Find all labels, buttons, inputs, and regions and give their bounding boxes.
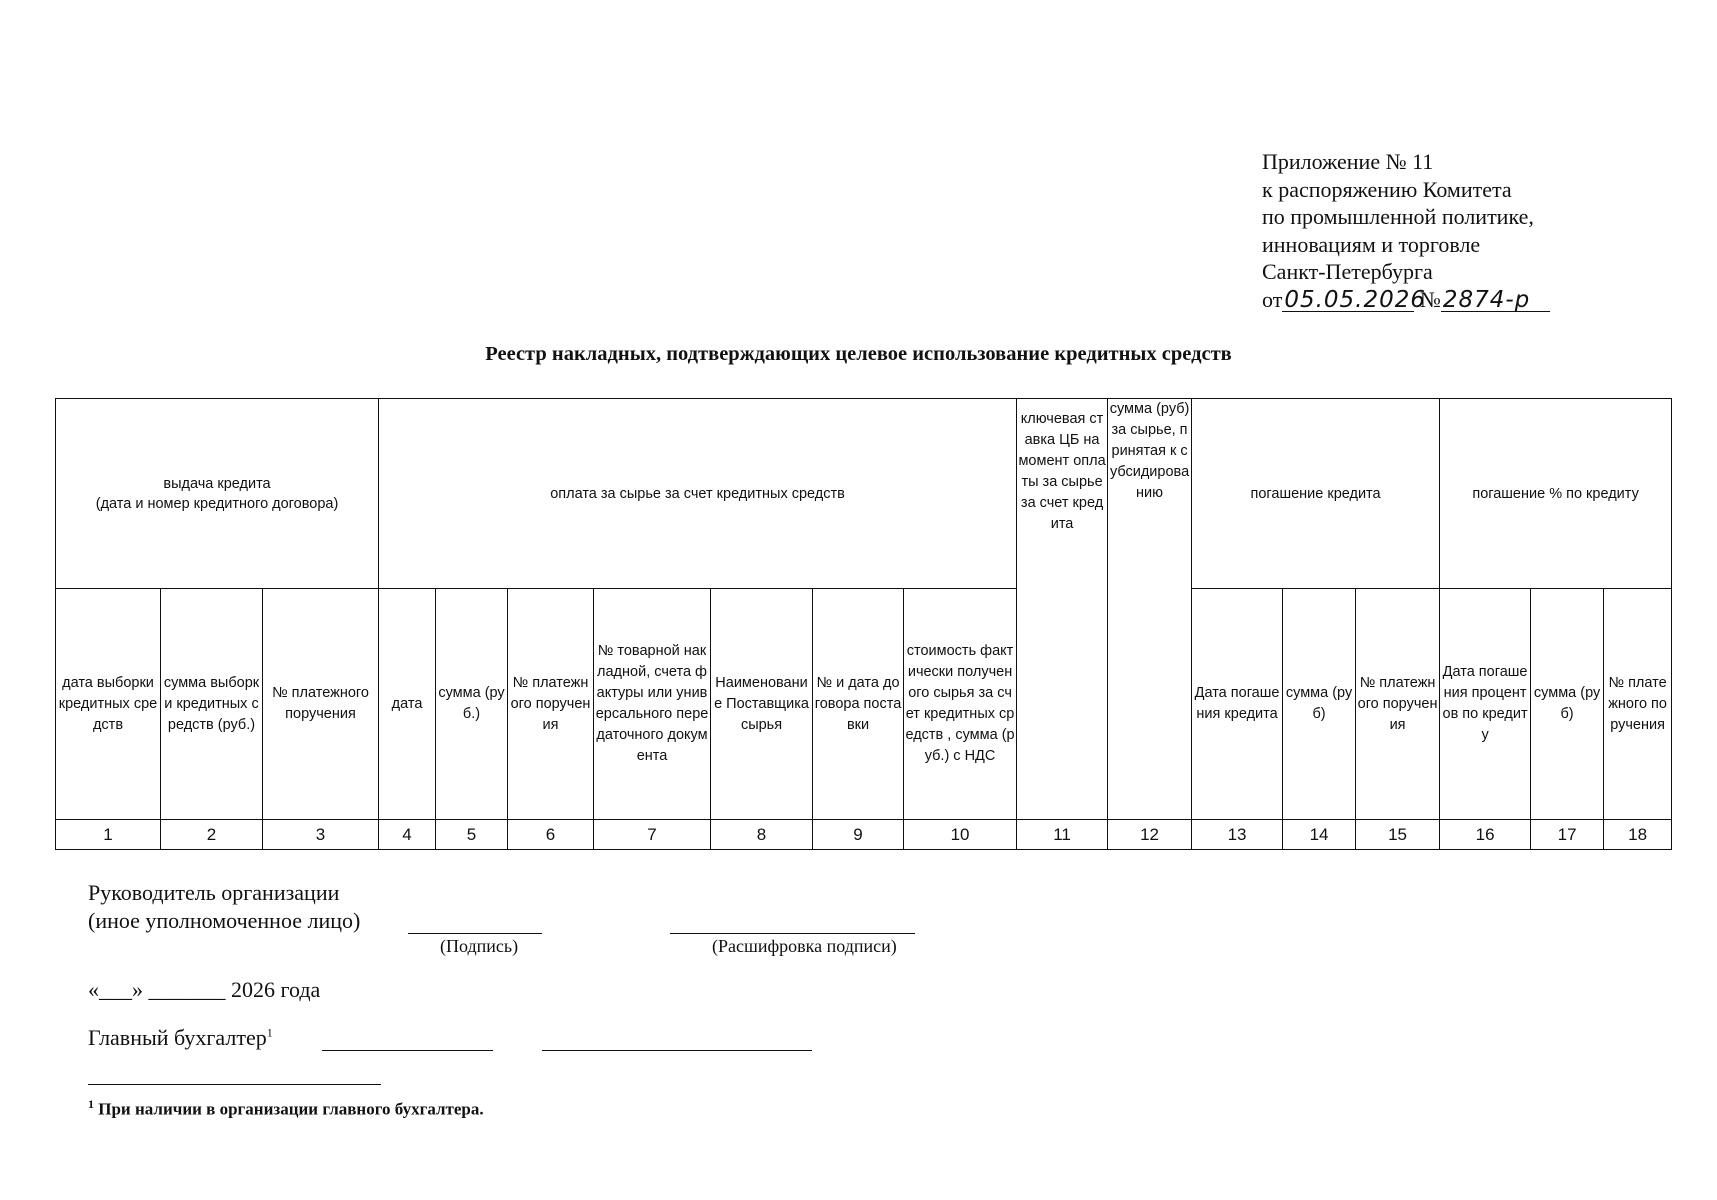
column-number: 6 bbox=[508, 820, 594, 850]
column-number: 11 bbox=[1017, 820, 1108, 850]
column-header: № и дата договора поставки bbox=[813, 589, 904, 820]
column-number: 9 bbox=[813, 820, 904, 850]
column-number: 16 bbox=[1440, 820, 1531, 850]
column-number: 18 bbox=[1604, 820, 1672, 850]
column-number: 17 bbox=[1531, 820, 1604, 850]
group-payment: оплата за сырье за счет кредитных средств bbox=[379, 399, 1017, 589]
appendix-line: по промышленной политике, bbox=[1262, 204, 1534, 229]
column-number: 4 bbox=[379, 820, 436, 850]
column-number: 5 bbox=[436, 820, 508, 850]
date-field[interactable]: «___» _______ 2026 года bbox=[88, 977, 321, 1002]
column-header: сумма (руб) bbox=[1531, 589, 1604, 820]
column-header: сумма (руб) bbox=[1283, 589, 1356, 820]
footnote bbox=[88, 1097, 484, 1120]
chief-signature-line[interactable] bbox=[322, 1050, 493, 1051]
column-header: дата выборки кредитных средств bbox=[56, 589, 161, 820]
footnote-divider bbox=[88, 1084, 381, 1085]
column-number: 7 bbox=[594, 820, 711, 850]
footnote-mark: 1 bbox=[88, 1097, 94, 1111]
footnote-ref: 1 bbox=[266, 1025, 273, 1040]
group-credit-issue: выдача кредита (дата и номер кредитного договора) bbox=[56, 399, 379, 589]
signature-caption: (Подпись) bbox=[440, 936, 519, 956]
column-number: 10 bbox=[904, 820, 1017, 850]
column-number: 14 bbox=[1283, 820, 1356, 850]
group-repayment: погашение кредита bbox=[1192, 399, 1440, 589]
from-label: от bbox=[1262, 286, 1283, 312]
column-number: 1 bbox=[56, 820, 161, 850]
column-header: стоимость фактически полученого сырья за счет кредитных средств , сумма (руб.) с НДС bbox=[904, 589, 1017, 820]
column-header: № платежного поручения bbox=[263, 589, 379, 820]
chief-decode-line[interactable] bbox=[542, 1050, 812, 1051]
column-header: дата bbox=[379, 589, 436, 820]
signature-line[interactable] bbox=[408, 933, 542, 934]
appendix-date-number bbox=[1262, 286, 1550, 314]
column-header: Дата погашения процентов по кредиту bbox=[1440, 589, 1531, 820]
registry-table bbox=[55, 398, 1672, 850]
authorized-person-label: (иное уполномоченное лицо) bbox=[88, 908, 361, 933]
chief-accountant-label: Главный бухгалтер$^1$ bbox=[88, 1025, 273, 1050]
table-group-header-row bbox=[56, 399, 1672, 589]
group-key-rate: ключевая ставка ЦБ на момент оплаты за сырье за счет кредита bbox=[1017, 399, 1108, 820]
appendix-line: инновациям и торговле bbox=[1262, 231, 1481, 257]
column-number: 15 bbox=[1356, 820, 1440, 850]
table-column-header-row bbox=[56, 589, 1672, 820]
head-label: Руководитель организации bbox=[88, 880, 340, 905]
handwritten-number: 2874-р bbox=[1441, 289, 1550, 312]
column-header: сумма (руб.) bbox=[436, 589, 508, 820]
column-header: № платежного поручения bbox=[508, 589, 594, 820]
signature-decode-caption: (Расшифровка подписи) bbox=[712, 936, 897, 956]
signature-decode-line[interactable] bbox=[670, 933, 915, 934]
column-header: № товарной накладной, счета фактуры или универсального передаточного документа bbox=[594, 589, 711, 820]
column-number: 2 bbox=[161, 820, 263, 850]
column-number: 3 bbox=[263, 820, 379, 850]
column-header: № платежного поручения bbox=[1356, 589, 1440, 820]
column-number: 13 bbox=[1192, 820, 1283, 850]
document-title: Реестр накладных, подтверждающих целевое использование кредитных средств bbox=[485, 343, 1232, 365]
appendix-line: Приложение № 11 bbox=[1262, 149, 1434, 174]
column-header: Дата погашения кредита bbox=[1192, 589, 1283, 820]
group-interest: погашение % по кредиту bbox=[1440, 399, 1672, 589]
footnote-text: При наличии в организации главного бухгалтера. bbox=[94, 1099, 484, 1119]
column-header: Наименование Поставщика сырья bbox=[711, 589, 813, 820]
appendix-line: к распоряжению Комитета bbox=[1262, 176, 1512, 202]
table-number-row bbox=[56, 820, 1672, 850]
column-header: № платежного поручения bbox=[1604, 589, 1672, 820]
column-header: сумма выборки кредитных средств (руб.) bbox=[161, 589, 263, 820]
appendix-line: Санкт-Петербурга bbox=[1262, 259, 1433, 284]
group-subsidy-sum: сумма (руб) за сырье, принятая к субсидированию bbox=[1108, 399, 1192, 820]
handwritten-date: 05.05.2026 bbox=[1284, 286, 1427, 313]
column-number: 8 bbox=[711, 820, 813, 850]
number-label: № bbox=[1419, 286, 1441, 312]
appendix-header bbox=[1262, 148, 1550, 313]
column-number: 12 bbox=[1108, 820, 1192, 850]
